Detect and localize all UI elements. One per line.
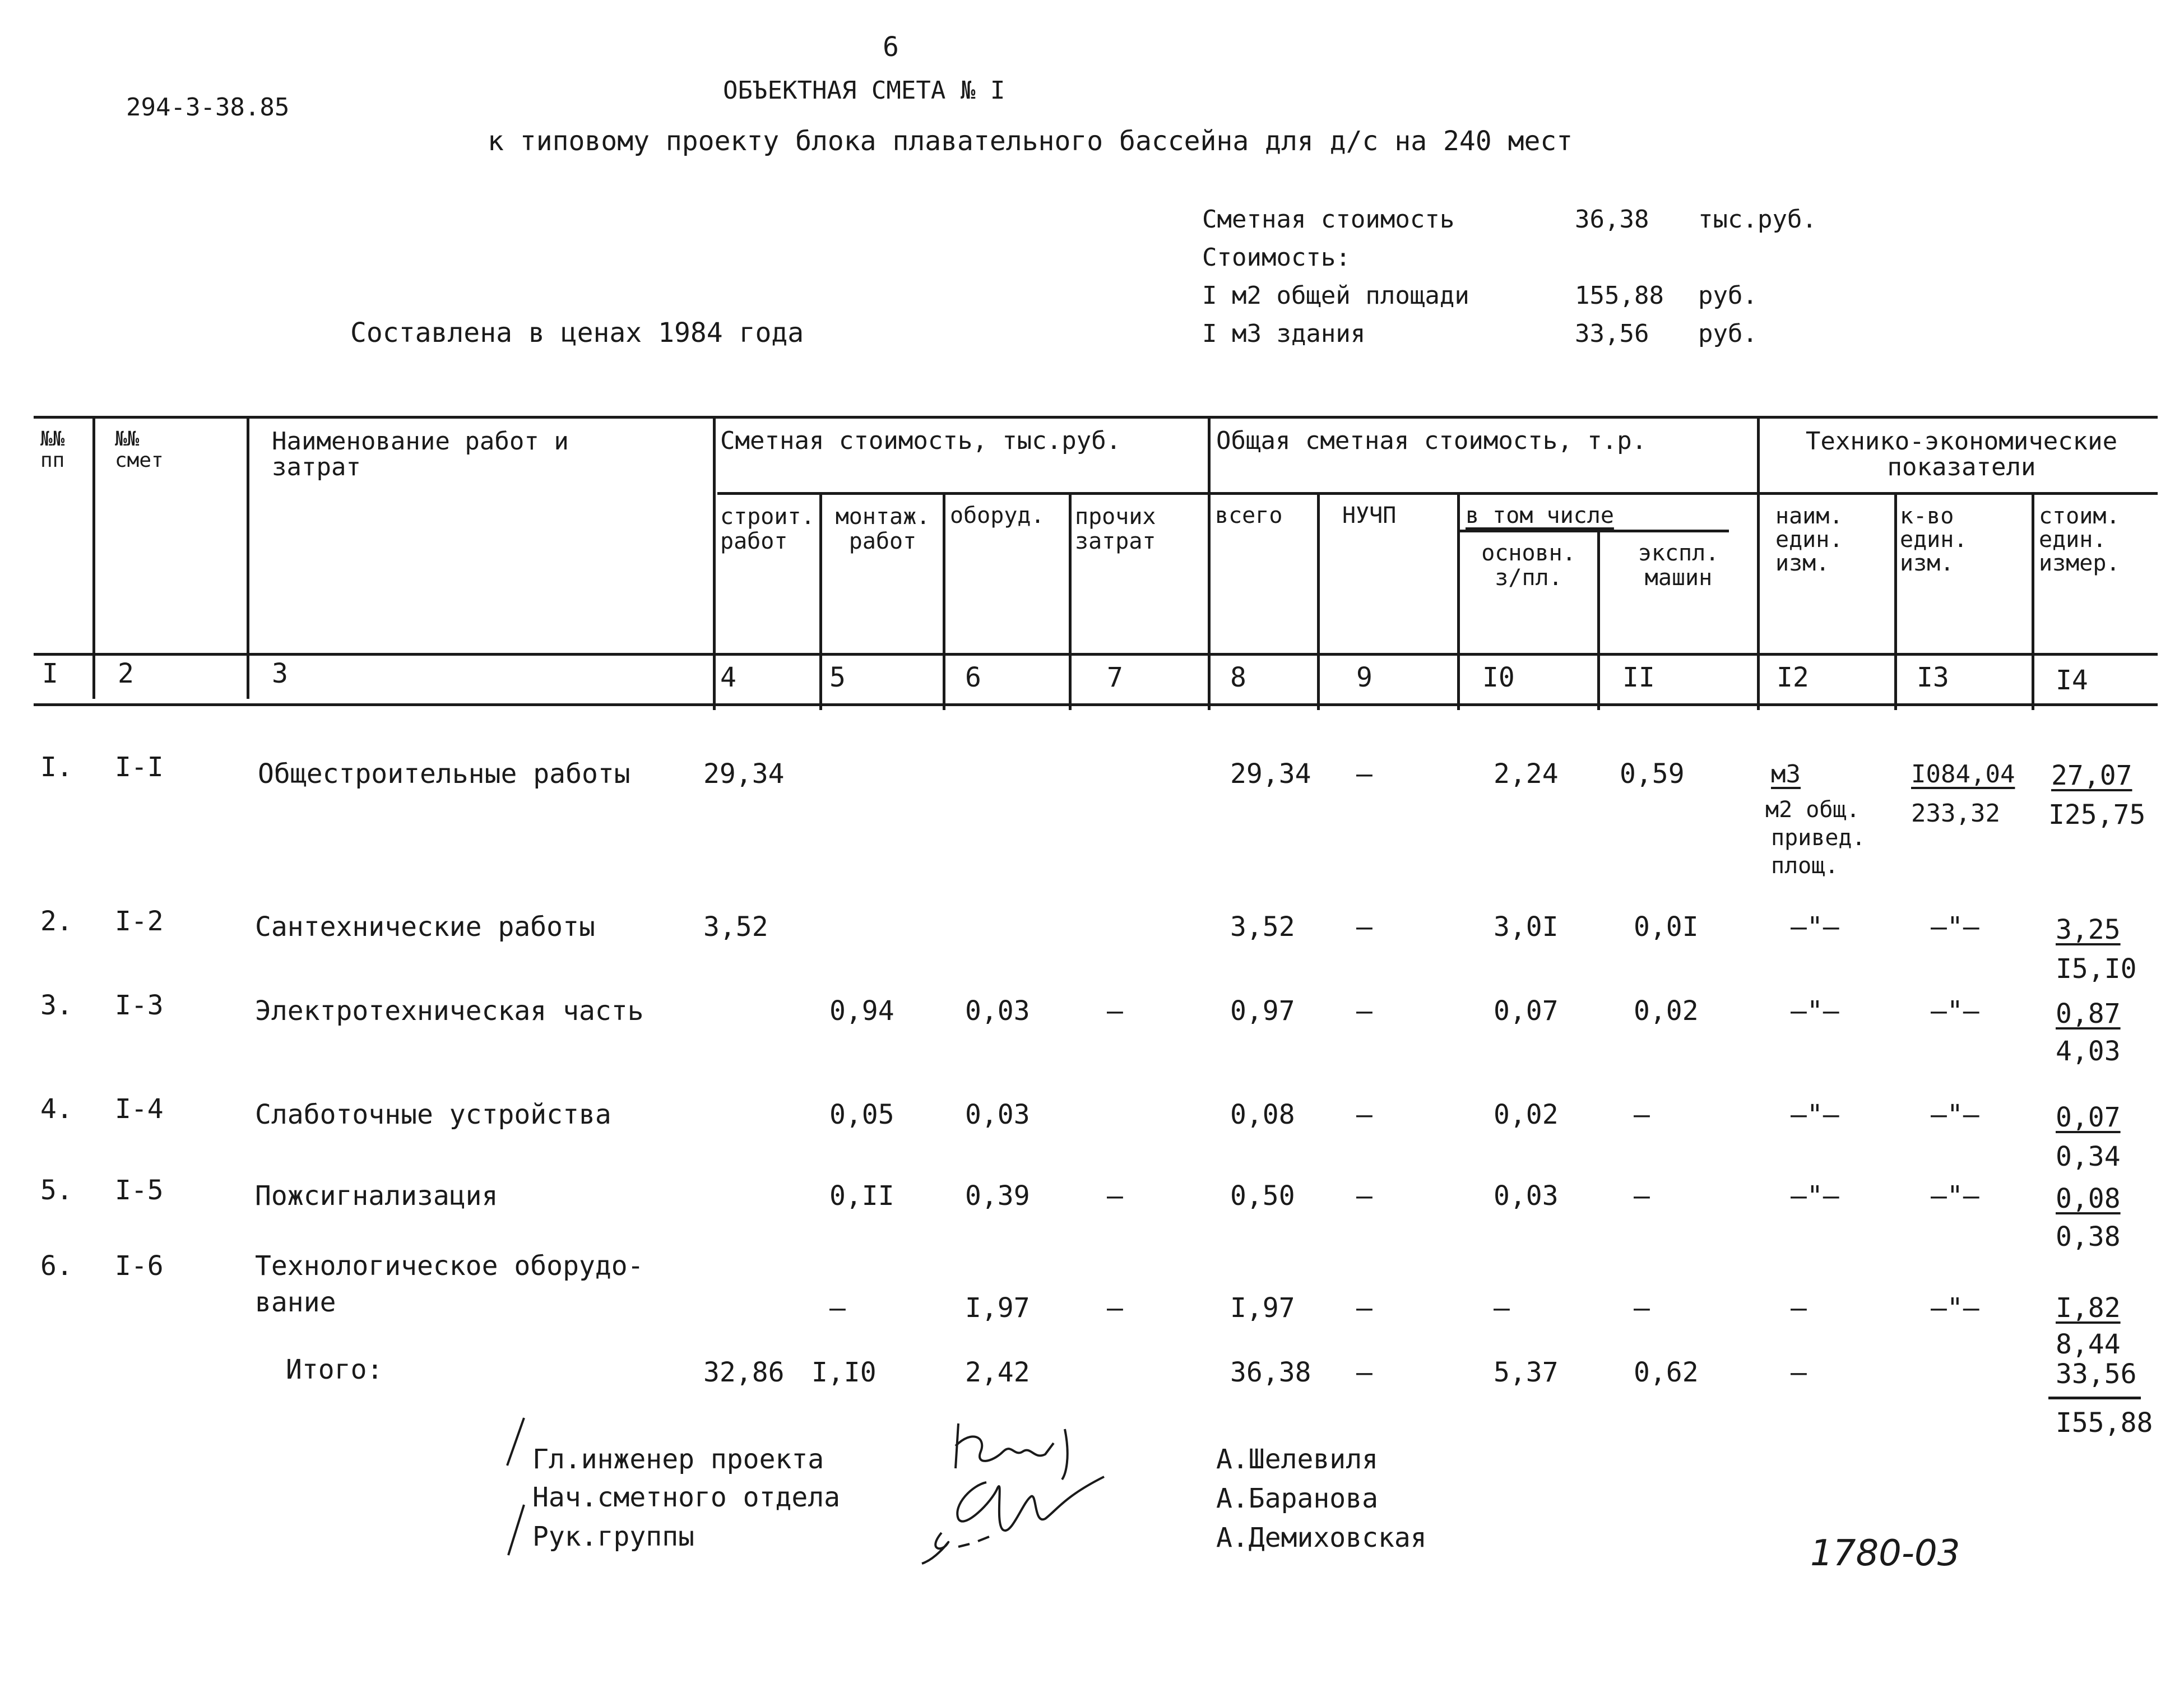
row-naim: –"–: [1791, 911, 1839, 943]
row-stoim-line: 4,03: [2056, 1036, 2121, 1067]
row-naim: –"–: [1791, 995, 1839, 1027]
row-naim-line: привед.: [1771, 825, 1866, 851]
row-stoim-line: 0,34: [2056, 1141, 2121, 1172]
row-nuch: –: [1356, 1180, 1372, 1212]
row-pp: 6.: [40, 1250, 73, 1282]
col-divider: [92, 416, 95, 699]
signature-role: Гл.инженер проекта: [532, 1444, 824, 1475]
row-name: Слаботочные устройства: [255, 1099, 611, 1130]
col-divider: [1757, 416, 1760, 710]
colnum-8: 8: [1230, 662, 1246, 693]
total-oborud: 2,42: [965, 1357, 1030, 1388]
colnum-4: 4: [720, 662, 736, 693]
row-stoim: I,82: [2056, 1292, 2121, 1324]
row-stoim-line: 8,44: [2056, 1329, 2121, 1360]
total-label: Итого:: [286, 1354, 383, 1385]
document-code: 294-3-38.85: [126, 93, 290, 122]
row-name: Сантехнические работы: [255, 911, 595, 943]
header-oborud: оборуд.: [950, 503, 1045, 528]
col-divider: [713, 416, 716, 710]
header-vsego: всего: [1215, 503, 1283, 528]
row-nuch: –: [1356, 1292, 1372, 1324]
total-stoim: 33,56: [2056, 1358, 2137, 1390]
row-oborud: 0,03: [965, 995, 1030, 1027]
estimated-cost-label: Сметная стоимость: [1202, 205, 1455, 234]
document-title: ОБЪЕКТНАЯ СМЕТА № I: [723, 76, 1005, 105]
row-vsego: 3,52: [1230, 911, 1295, 943]
col-divider: [1457, 492, 1460, 710]
total-ekspl: 0,62: [1634, 1357, 1699, 1388]
row-smet: I-6: [115, 1250, 164, 1282]
row-name: Технологическое оборудо-: [255, 1250, 644, 1282]
row-oborud: 0,03: [965, 1099, 1030, 1130]
row-stoim: 0,87: [2056, 998, 2121, 1030]
row-kvo: –"–: [1931, 1180, 1979, 1212]
row-stoim-line: 0,38: [2056, 1221, 2121, 1253]
row-ekspl: 0,59: [1620, 758, 1685, 790]
row-smet: I-2: [115, 906, 164, 937]
row-ekspl: –: [1634, 1292, 1650, 1324]
row-pp: 2.: [40, 906, 73, 937]
row-smet: I-I: [115, 752, 164, 783]
col-divider: [1069, 492, 1072, 710]
col-divider: [1894, 492, 1897, 710]
row-pp: 4.: [40, 1093, 73, 1125]
row-prochih: –: [1107, 1292, 1123, 1324]
colnum-10: I0: [1482, 662, 1515, 693]
row-kvo: –"–: [1931, 1099, 1979, 1130]
row-montazh: 0,II: [829, 1180, 894, 1212]
header-smet: №№ смет: [115, 428, 164, 472]
row-osnovn: 0,02: [1494, 1099, 1559, 1130]
total-stroit: 32,86: [703, 1357, 785, 1388]
row-montazh: –: [829, 1292, 846, 1324]
signature-name: А.Демиховская: [1216, 1522, 1427, 1553]
col-divider: [1208, 416, 1211, 710]
row-vsego: 0,50: [1230, 1180, 1295, 1212]
total-osnovn: 5,37: [1494, 1357, 1559, 1388]
total-montazh: I,I0: [812, 1357, 877, 1388]
header-bottom-rule: [34, 653, 2158, 656]
colnum-11: II: [1622, 662, 1655, 693]
header-stroit: строит. работ: [720, 504, 815, 554]
col-divider: [2032, 492, 2034, 710]
colnum-2: 2: [118, 658, 134, 689]
row-ekspl: –: [1634, 1180, 1650, 1212]
total-vsego: 36,38: [1230, 1357, 1311, 1388]
row-name-line: вание: [255, 1287, 336, 1318]
table-top-rule: [34, 416, 2158, 419]
header-ekspl: экспл. машин: [1638, 540, 1719, 591]
row-osnovn: 2,24: [1494, 758, 1559, 790]
header-pp: №№ пп: [40, 428, 65, 472]
row-stroit: 29,34: [703, 758, 785, 790]
row-stoim: 3,25: [2056, 914, 2121, 945]
header-naim-ed: наим. един. изм.: [1775, 503, 1843, 576]
row-naim: м3: [1771, 760, 1801, 789]
colnum-9: 9: [1356, 662, 1372, 693]
per-m2-label: I м2 общей площади: [1202, 281, 1469, 310]
row-kvo: –"–: [1931, 911, 1979, 943]
row-stoim: 27,07: [2051, 760, 2132, 791]
header-cost-group: Сметная стоимость, тыс.руб.: [720, 426, 1121, 455]
row-naim-line: площ.: [1771, 853, 1839, 879]
colnum-7: 7: [1107, 662, 1123, 693]
row-prochih: –: [1107, 995, 1123, 1027]
colnum-14: I4: [2056, 665, 2088, 696]
header-stoim-ed: стоим. един. измер.: [2039, 503, 2120, 576]
page-number: 6: [883, 31, 899, 63]
row-stoim-line: I25,75: [2048, 799, 2146, 831]
row-ekspl: 0,02: [1634, 995, 1699, 1027]
row-naim: –"–: [1791, 1099, 1839, 1130]
stamp-number: 1780-03: [1810, 1533, 1960, 1574]
row-name: Пожсигнализация: [255, 1180, 498, 1212]
row-name: Общестроительные работы: [258, 758, 630, 790]
colnum-13: I3: [1917, 662, 1949, 693]
row-montazh: 0,94: [829, 995, 894, 1027]
row-pp: I.: [40, 752, 73, 783]
per-m3-value: 33,56: [1575, 319, 1649, 348]
signature-role: Рук.группы: [532, 1521, 694, 1552]
col-divider: [819, 492, 822, 710]
colnum-12: I2: [1777, 662, 1809, 693]
header-prochih: прочих затрат: [1075, 504, 1156, 554]
bracket-mark: [502, 1415, 535, 1561]
row-pp: 5.: [40, 1175, 73, 1206]
total-stoim-rule: [2048, 1397, 2141, 1399]
row-pp: 3.: [40, 990, 73, 1021]
row-stoim-line: I5,I0: [2056, 953, 2137, 985]
estimated-cost-unit: тыс.руб.: [1698, 205, 1817, 234]
total-nuch: –: [1356, 1357, 1372, 1388]
header-v-tom-chisle: в том числе: [1466, 503, 1614, 528]
row-oborud: 0,39: [965, 1180, 1030, 1212]
row-vsego: 29,34: [1230, 758, 1311, 790]
per-m2-unit: руб.: [1698, 281, 1758, 310]
row-kvo-line: 233,32: [1911, 799, 2000, 828]
header-tech-group: Технико-экономические показатели: [1805, 427, 2118, 482]
row-nuch: –: [1356, 758, 1372, 790]
header-montazh: монтаж. работ: [835, 504, 930, 554]
signature-name: А.Баранова: [1216, 1483, 1378, 1514]
row-ekspl: 0,0I: [1634, 911, 1699, 943]
row-nuch: –: [1356, 995, 1372, 1027]
estimated-cost-value: 36,38: [1575, 205, 1649, 234]
composed-in-prices: Составлена в ценах 1984 года: [350, 317, 804, 349]
row-ekspl: –: [1634, 1099, 1650, 1130]
per-m2-value: 155,88: [1575, 281, 1664, 310]
colnum-3: 3: [272, 658, 288, 689]
row-osnovn: 0,07: [1494, 995, 1559, 1027]
row-stoim: 0,08: [2056, 1183, 2121, 1214]
header-osnovn: основн. з/пл.: [1481, 540, 1576, 591]
row-vsego: 0,97: [1230, 995, 1295, 1027]
row-naim: –: [1791, 1292, 1807, 1324]
row-naim-line: м2 общ.: [1765, 797, 1860, 823]
row-vsego: I,97: [1230, 1292, 1295, 1324]
header-name: Наименование работ и затрат: [272, 427, 569, 482]
row-smet: I-3: [115, 990, 164, 1021]
header-total-group: Общая сметная стоимость, т.р.: [1216, 426, 1647, 455]
row-osnovn: 3,0I: [1494, 911, 1559, 943]
header-kvo-ed: к-во един. изм.: [1900, 503, 1968, 576]
row-vsego: 0,08: [1230, 1099, 1295, 1130]
total-naim: –: [1791, 1357, 1807, 1388]
row-prochih: –: [1107, 1180, 1123, 1212]
row-kvo: –"–: [1931, 995, 1979, 1027]
col-divider: [943, 492, 945, 710]
row-stoim: 0,07: [2056, 1102, 2121, 1133]
numbers-bottom-rule: [34, 703, 2158, 706]
col-divider: [247, 416, 249, 699]
total-stoim-line: I55,88: [2056, 1407, 2153, 1439]
handwritten-signature: [919, 1412, 1132, 1575]
row-stroit: 3,52: [703, 911, 768, 943]
row-smet: I-5: [115, 1175, 164, 1206]
row-montazh: 0,05: [829, 1099, 894, 1130]
colnum-5: 5: [829, 662, 846, 693]
per-m3-unit: руб.: [1698, 319, 1758, 348]
row-naim: –"–: [1791, 1180, 1839, 1212]
row-name: Электротехническая часть: [255, 995, 644, 1027]
row-kvo: I084,04: [1911, 760, 2015, 789]
subheader-rule: [717, 492, 2158, 495]
row-nuch: –: [1356, 911, 1372, 943]
signature-role: Нач.сметного отдела: [532, 1482, 841, 1513]
cost-label: Стоимость:: [1202, 243, 1351, 272]
colnum-6: 6: [965, 662, 981, 693]
row-oborud: I,97: [965, 1292, 1030, 1324]
colnum-1: I: [42, 658, 58, 689]
row-smet: I-4: [115, 1093, 164, 1125]
col-divider: [1317, 492, 1320, 710]
v-tom-chisle-rule: [1460, 530, 1729, 532]
signature-name: А.Шелевиля: [1216, 1444, 1378, 1475]
row-nuch: –: [1356, 1099, 1372, 1130]
row-osnovn: 0,03: [1494, 1180, 1559, 1212]
col-divider: [1597, 530, 1600, 710]
per-m3-label: I м3 здания: [1202, 319, 1366, 348]
header-nuch: НУЧП: [1342, 503, 1397, 528]
document-subtitle: к типовому проекту блока плавательного бассейна для д/с на 240 мест: [488, 126, 1573, 157]
row-osnovn: –: [1494, 1292, 1510, 1324]
row-kvo: –"–: [1931, 1292, 1979, 1324]
